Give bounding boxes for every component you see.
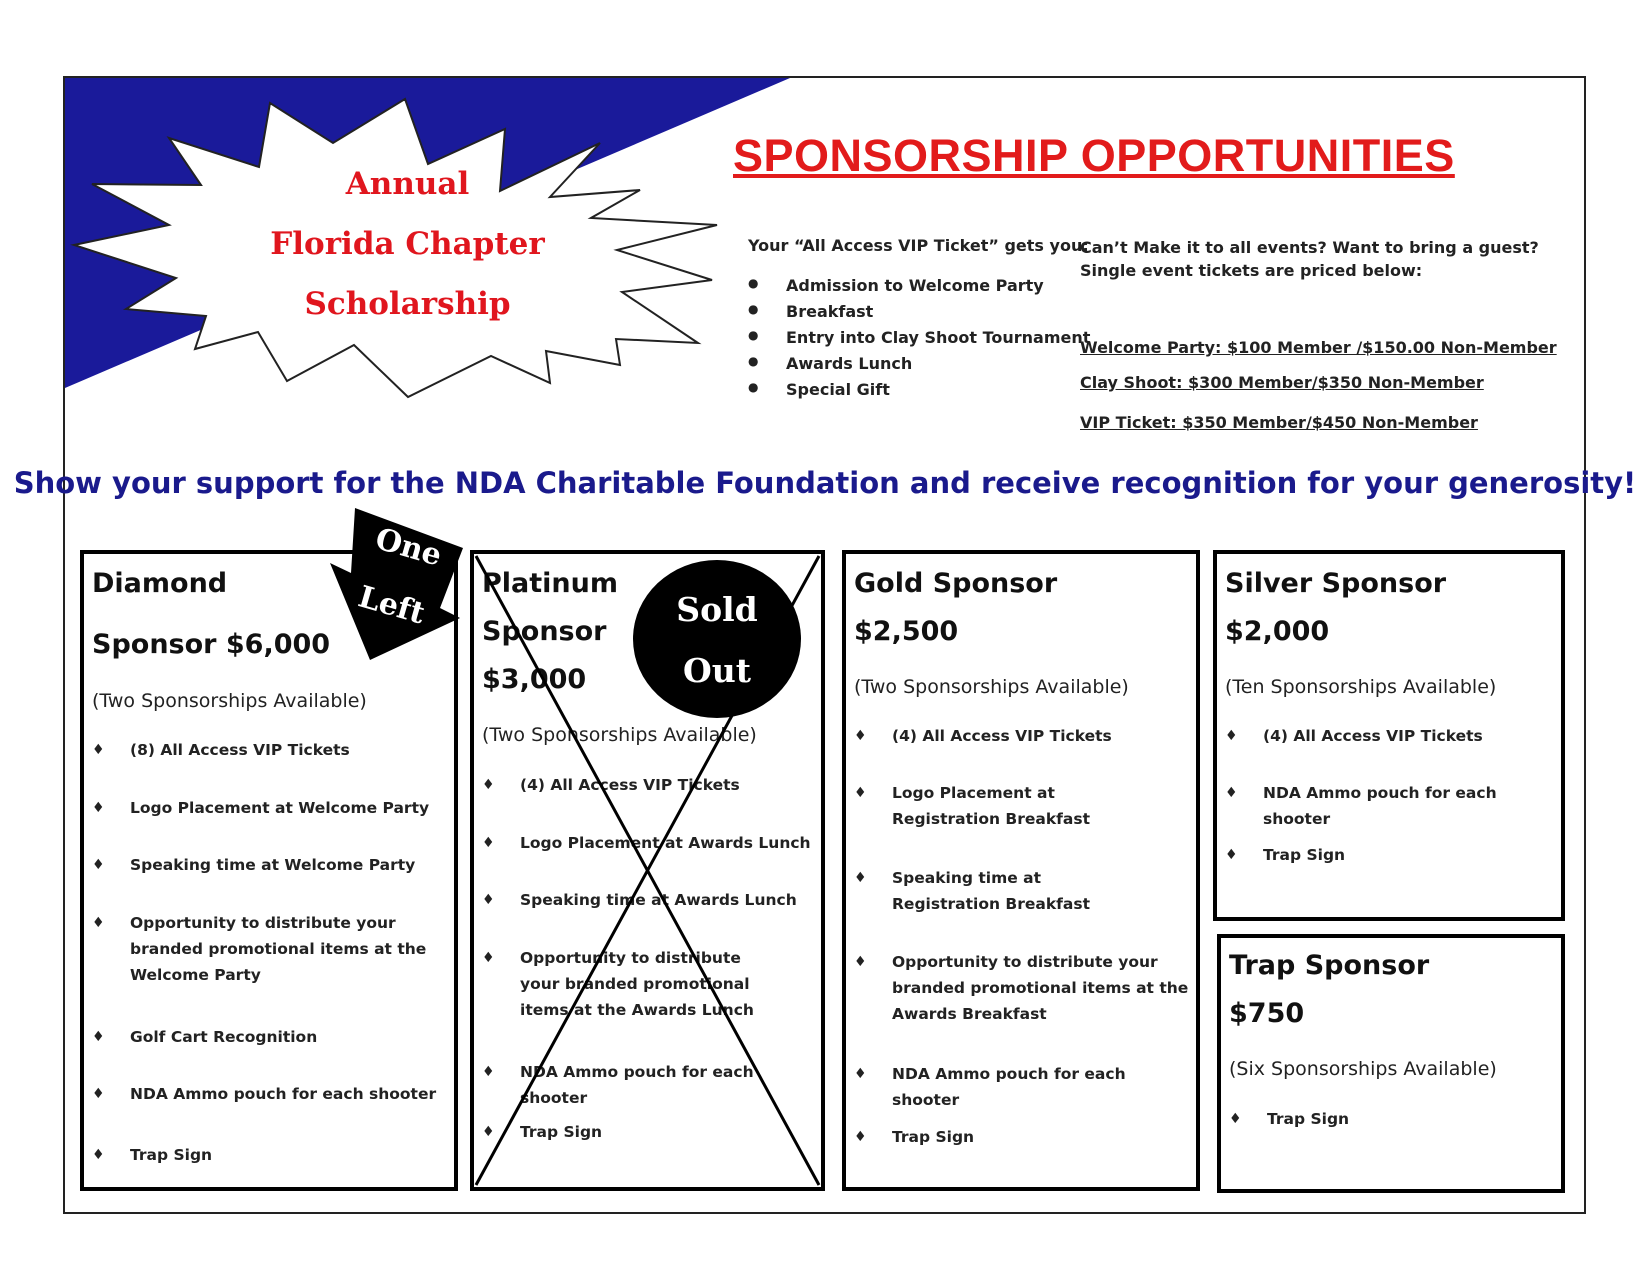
burst-line-scholarship: Scholarship xyxy=(304,286,511,322)
gold-sponsor-box xyxy=(842,550,1200,1191)
silver-availability: (Ten Sponsorships Available) xyxy=(1225,676,1497,698)
silver-title: Silver Sponsor xyxy=(1225,568,1447,599)
burst-line-annual: Annual xyxy=(345,166,470,202)
platinum-title-line2: Sponsor xyxy=(482,616,607,647)
trap-title: Trap Sponsor xyxy=(1229,950,1430,981)
list-item: ♦ Logo Placement at Registration Breakfast xyxy=(854,784,1090,828)
list-item: ♦ Speaking time at Welcome Party xyxy=(92,856,416,874)
list-item: ♦ (4) All Access VIP Tickets xyxy=(1225,727,1483,745)
platinum-title: Platinum xyxy=(482,568,619,599)
single-ticket-intro xyxy=(1080,236,1539,282)
gold-availability: (Two Sponsorships Available) xyxy=(854,676,1129,698)
list-item: ♦ NDA Ammo pouch for each shooter xyxy=(482,1063,754,1107)
vip-item: ● Special Gift xyxy=(748,380,1090,406)
vip-item: ● Breakfast xyxy=(748,302,1090,328)
sold-out-badge xyxy=(633,560,801,718)
list-item: ♦ NDA Ammo pouch for each shooter xyxy=(1225,784,1497,828)
trap-sponsor-box xyxy=(1217,934,1565,1193)
starburst-text xyxy=(210,160,605,330)
page-title: SPONSORSHIP OPPORTUNITIES xyxy=(733,130,1455,181)
vip-intro: Your “All Access VIP Ticket” gets you: xyxy=(748,236,1089,255)
silver-sponsor-box xyxy=(1213,550,1565,921)
platinum-availability: (Two Sponsorships Available) xyxy=(482,724,757,746)
list-item: ♦ Trap Sign xyxy=(482,1123,603,1141)
list-item: ♦ Opportunity to distribute your branded promotional items at the Awards Breakfast xyxy=(854,953,1189,1023)
list-item: ♦ Opportunity to distribute your branded promotional items at the Welcome Party xyxy=(92,914,427,984)
list-item: ♦ Trap Sign xyxy=(1229,1110,1350,1128)
list-item: ♦ Trap Sign xyxy=(1225,846,1346,864)
list-item: ♦ Speaking time at Awards Lunch xyxy=(482,891,797,909)
list-item: ♦ Trap Sign xyxy=(92,1146,213,1164)
list-item: ♦ Speaking time at Registration Breakfast xyxy=(854,869,1090,913)
sold-text: Sold xyxy=(676,590,758,629)
diamond-title-price: Sponsor $6,000 xyxy=(92,629,331,660)
gold-title: Gold Sponsor xyxy=(854,568,1058,599)
vip-benefits-list xyxy=(748,276,1090,406)
price-vip-ticket: VIP Ticket: $350 Member/$450 Non-Member xyxy=(1080,413,1478,432)
out-text: Out xyxy=(683,651,751,690)
arrow-text-one: One xyxy=(371,521,446,574)
single-intro-line1: Can’t Make it to all events? Want to bring a guest? xyxy=(1080,238,1539,257)
list-item: ♦ (4) All Access VIP Tickets xyxy=(854,727,1112,745)
diamond-availability: (Two Sponsorships Available) xyxy=(92,690,367,712)
platinum-price: $3,000 xyxy=(482,664,587,695)
gold-price: $2,500 xyxy=(854,616,959,647)
vip-item: ● Admission to Welcome Party xyxy=(748,276,1090,302)
price-clay-shoot: Clay Shoot: $300 Member/$350 Non-Member xyxy=(1080,373,1484,392)
list-item: ♦ NDA Ammo pouch for each shooter xyxy=(854,1065,1126,1109)
silver-price: $2,000 xyxy=(1225,616,1330,647)
list-item: ♦ Golf Cart Recognition xyxy=(92,1028,318,1046)
list-item: ♦ Opportunity to distribute your branded promotional items at the Awards Lunch xyxy=(482,949,754,1019)
list-item: ♦ (4) All Access VIP Tickets xyxy=(482,776,740,794)
list-item: ♦ Trap Sign xyxy=(854,1128,975,1146)
list-item: ♦ Logo Placement at Welcome Party xyxy=(92,799,430,817)
price-welcome-party: Welcome Party: $100 Member /$150.00 Non-Member xyxy=(1080,338,1557,357)
vip-item: ● Awards Lunch xyxy=(748,354,1090,380)
diamond-title: Diamond xyxy=(92,568,228,599)
trap-price: $750 xyxy=(1229,998,1305,1029)
arrow-text-left: Left xyxy=(354,579,429,632)
list-item: ♦ Logo Placement at Awards Lunch xyxy=(482,834,811,852)
vip-item: ● Entry into Clay Shoot Tournament xyxy=(748,328,1090,354)
list-item: ♦ NDA Ammo pouch for each shooter xyxy=(92,1085,437,1103)
list-item: ♦ (8) All Access VIP Tickets xyxy=(92,741,350,759)
single-intro-line2: Single event tickets are priced below: xyxy=(1080,261,1423,280)
tagline: Show your support for the NDA Charitable Foundation and receive recognition for your generosity! xyxy=(13,466,1637,500)
trap-availability: (Six Sponsorships Available) xyxy=(1229,1058,1497,1080)
burst-line-chapter: Florida Chapter xyxy=(270,226,545,262)
